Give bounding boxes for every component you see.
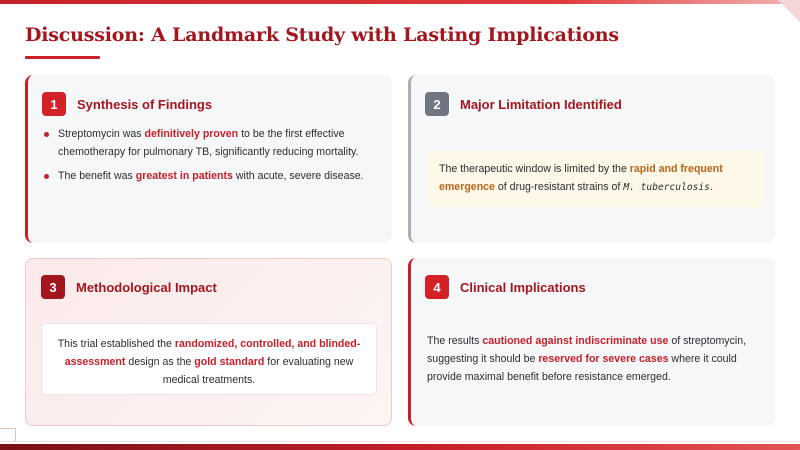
highlight-text: cautioned against indiscriminate use	[482, 335, 669, 347]
corner-decoration	[778, 0, 800, 22]
findings-list	[42, 125, 372, 191]
list-item: Streptomycin was definitively proven to be the first effective chemotherapy for pulmonary TB, significantly reducing mortality.	[42, 125, 372, 161]
implications-text: The results cautioned against indiscriminate use of streptomycin, suggesting it should be reserved for severe cases where it could provide maximal benefit before resistance emerged.	[427, 335, 747, 383]
card-clinical-implications	[408, 258, 775, 426]
highlight-text: gold standard	[194, 356, 265, 368]
highlight-text: definitively proven	[144, 128, 239, 140]
card-header	[41, 275, 217, 299]
card-header	[42, 92, 212, 116]
limitation-callout: The therapeutic window is limited by the rapid and frequent emergence of drug-resistant strains of M. tuberculosis.	[427, 150, 764, 207]
impact-statement: This trial established the randomized, controlled, and blinded-assessment design as the gold standard for evaluating new medical treatments.	[42, 324, 376, 394]
list-item: The benefit was greatest in patients with acute, severe disease.	[42, 167, 372, 185]
highlight-text: reserved for severe cases	[538, 353, 669, 365]
card-number-badge: 2	[425, 92, 449, 116]
card-header	[425, 275, 586, 299]
organism-name: M. tuberculosis	[623, 182, 710, 193]
corner-mark	[0, 428, 16, 442]
top-accent-bar	[0, 0, 800, 4]
card-title: Synthesis of Findings	[77, 96, 213, 112]
footer-divider	[0, 441, 800, 442]
slide-title: Discussion: A Landmark Study with Lasting Implications	[25, 24, 619, 46]
card-methodological-impact	[25, 258, 392, 426]
card-header	[425, 92, 622, 116]
highlight-text: rapid and frequent emergence	[439, 163, 723, 193]
card-number-badge: 4	[425, 275, 449, 299]
card-number-badge: 1	[42, 92, 66, 116]
card-major-limitation	[408, 75, 775, 243]
highlight-text: greatest in patients	[135, 170, 233, 182]
card-number-badge: 3	[41, 275, 65, 299]
card-title: Methodological Impact	[76, 279, 217, 295]
title-underline	[25, 56, 100, 59]
card-synthesis-of-findings	[25, 75, 392, 243]
bottom-accent-bar	[0, 444, 800, 450]
card-title: Major Limitation Identified	[460, 96, 622, 112]
highlight-text: randomized, controlled, and blinded-assessment	[64, 338, 361, 368]
card-title: Clinical Implications	[460, 279, 586, 295]
